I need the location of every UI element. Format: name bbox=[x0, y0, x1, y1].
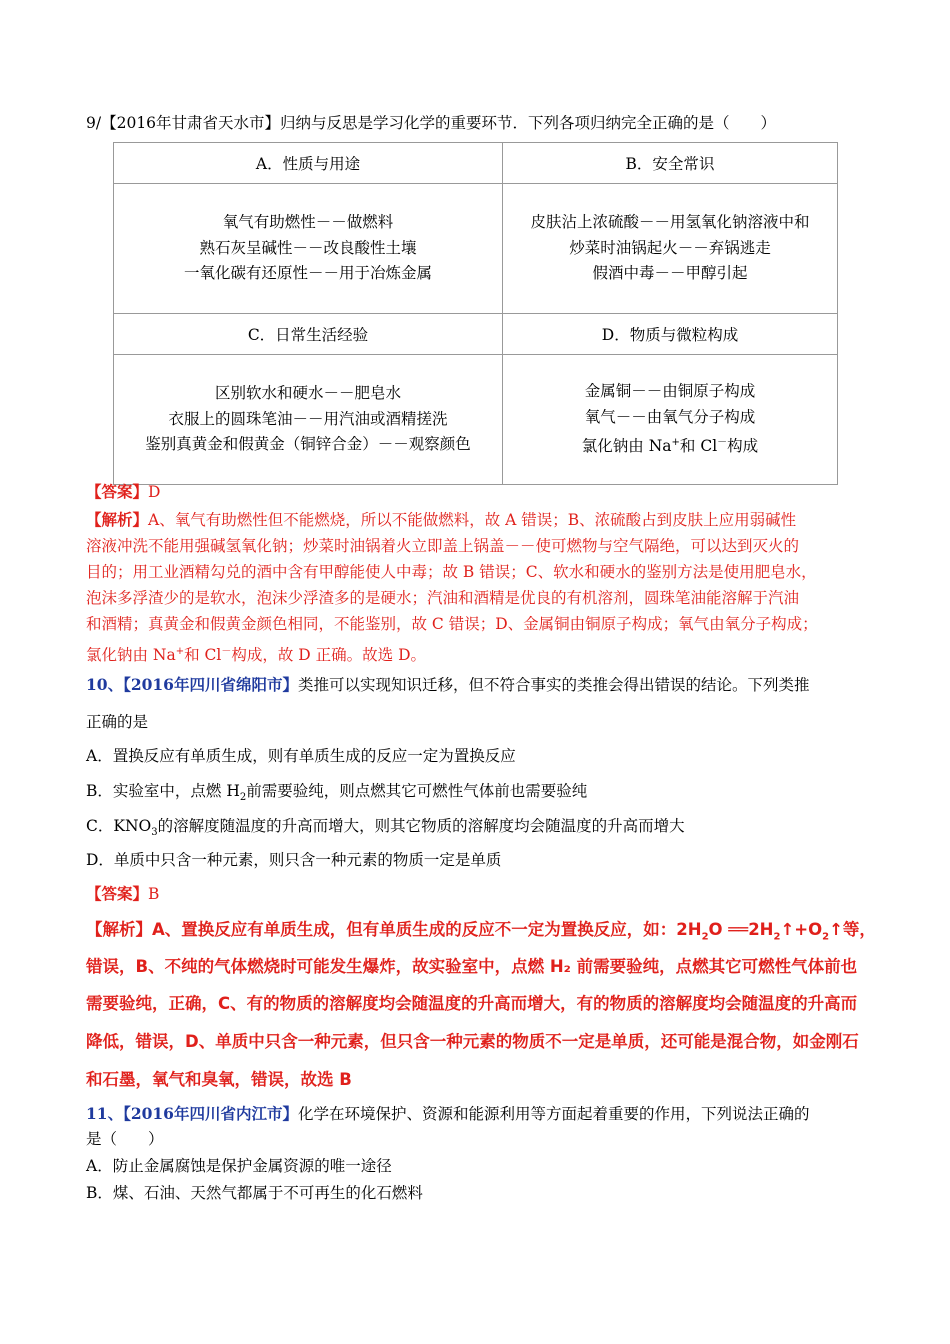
q10-option-a: A．置换反应有单质生成，则有单质生成的反应一定为置换反应 bbox=[86, 747, 516, 765]
q10-answer: 【答案】B bbox=[86, 884, 160, 903]
q9-stem bbox=[86, 112, 776, 134]
q9-cell-D-head: D．物质与微粒构成 bbox=[503, 314, 838, 355]
q10-analysis-line: 错误，B、不纯的气体燃烧时可能发生爆炸，故实验室中，点燃 H₂ 前需要验纯，点燃其它可燃性气体前也 bbox=[86, 957, 858, 976]
q9-cell-C-body bbox=[114, 355, 503, 485]
q9-D-line: 金属铜－－由铜原子构成 bbox=[584, 382, 756, 401]
q11-stem-line2: 是（ ） bbox=[86, 1130, 164, 1148]
q9-C-line: 鉴别真黄金和假黄金（铜锌合金）－－观察颜色 bbox=[145, 435, 471, 454]
q9-analysis-line: 泡沫多浮渣少的是软水，泡沫少浮渣多的是硬水；汽油和酒精是优良的有机溶剂，圆珠笔油能溶解于汽油 bbox=[86, 589, 800, 607]
q9-B-line: 炒菜时油锅起火－－弃锅逃走 bbox=[569, 238, 771, 257]
q9-source: 【2016年甘肃省天水市】 bbox=[101, 114, 281, 132]
q9-cell-C-head: C．日常生活经验 bbox=[114, 314, 503, 355]
q10-option-d: D．单质中只含一种元素，则只含一种元素的物质一定是单质 bbox=[86, 851, 502, 869]
q9-D-line: 氯化钠由 Na+和 Cl－构成 bbox=[581, 437, 759, 456]
q11-number: 11、 bbox=[86, 1104, 124, 1123]
q9-A-line: 熟石灰呈碱性－－改良酸性土壤 bbox=[199, 238, 417, 257]
q11-stem: 11、【2016年四川省内江市】化学在环境保护、资源和能源利用等方面起着重要的作用，下列说法正确的 bbox=[86, 1104, 810, 1123]
q9-analysis-line: 溶液冲洗不能用强碱氢氧化钠；炒菜时油锅着火立即盖上锅盖－－使可燃物与空气隔绝，可以达到灭火的 bbox=[86, 537, 800, 555]
q9-B-line: 皮肤沾上浓硫酸－－用氢氧化钠溶液中和 bbox=[530, 213, 810, 232]
q10-number: 10、 bbox=[86, 675, 124, 694]
q10-analysis-line: 【解析】A、置换反应有单质生成，但有单质生成的反应不一定为置换反应，如：$2H_2O$ $══2H_2↑+O_2↑$等， bbox=[86, 920, 876, 943]
q10-stem: 10、【2016年四川省绵阳市】类推可以实现知识迁移，但不符合事实的类推会得出错误的结论。下列类推 bbox=[86, 675, 810, 694]
q10-analysis-line: 降低，错误，D、单质中只含一种元素，但只含一种元素的物质不一定是单质，还可能是混合物，如金刚石 bbox=[86, 1032, 859, 1051]
q9-A-line: 氧气有助燃性－－做燃料 bbox=[222, 213, 394, 232]
q9-B-line: 假酒中毒－－甲醇引起 bbox=[592, 264, 748, 283]
q9-cell-D-body bbox=[503, 355, 838, 485]
q9-stem-text: 归纳与反思是学习化学的重要环节．下列各项归纳完全正确的是（ ） bbox=[280, 114, 777, 132]
q10-stem-line2: 正确的是 bbox=[86, 713, 149, 731]
q11-option-b: B．煤、石油、天然气都属于不可再生的化石燃料 bbox=[86, 1184, 423, 1202]
q9-C-line: 衣服上的圆珠笔油－－用汽油或酒精搓洗 bbox=[168, 409, 448, 428]
q11-source: 【2016年四川省内江市】 bbox=[123, 1104, 298, 1123]
q10-analysis-line: 需要验纯，正确，C、有的物质的溶解度均会随温度的升高而增大，有的物质的溶解度均会随温度的升高而 bbox=[86, 994, 858, 1013]
q9-D-line: 氧气－－由氧气分子构成 bbox=[584, 407, 756, 426]
q10-option-c: C．$KNO_3$的溶解度随温度的升高而增大，则其它物质的溶解度均会随温度的升高而增大 bbox=[86, 817, 685, 839]
q10-option-b: B．实验室中，点燃 $H_2$前需要验纯，则点燃其它可燃性气体前也需要验纯 bbox=[86, 782, 588, 804]
q9-answer: 【答案】D bbox=[86, 482, 161, 501]
q9-cell-A-head: A．性质与用途 bbox=[114, 143, 503, 184]
q9-cell-B-head: B．安全常识 bbox=[503, 143, 838, 184]
q9-cell-B-body bbox=[503, 184, 838, 314]
q9-cell-A-body bbox=[114, 184, 503, 314]
q10-analysis-line: 和石墨，氧气和臭氧，错误，故选 B bbox=[86, 1070, 352, 1089]
q9-analysis-line: 【解析】A、氧气有助燃性但不能燃烧，所以不能做燃料，故 A 错误；B、浓硫酸占到皮肤上应用弱碱性 bbox=[86, 510, 797, 529]
q9-number: 9/ bbox=[86, 114, 102, 132]
q9-analysis-line: 目的；用工业酒精勾兑的酒中含有甲醇能使人中毒；故 B 错误；C、软水和硬水的鉴别方法是使用肥皂水， bbox=[86, 563, 817, 581]
q11-option-a: A．防止金属腐蚀是保护金属资源的唯一途径 bbox=[86, 1157, 392, 1175]
q9-C-line: 区别软水和硬水－－肥皂水 bbox=[214, 384, 401, 403]
q9-analysis-line: 和酒精；真黄金和假黄金颜色相同，不能鉴别，故 C 错误；D、金属铜由铜原子构成；氧气由氧分子构成； bbox=[86, 615, 818, 633]
q9-options-table bbox=[113, 142, 838, 485]
q10-source: 【2016年四川省绵阳市】 bbox=[123, 675, 298, 694]
q9-A-line: 一氧化碳有还原性－－用于冶炼金属 bbox=[183, 264, 432, 283]
q9-analysis-line: 氯化钠由 Na+和 Cl－构成，故 D 正确。故选 D。 bbox=[86, 646, 427, 665]
